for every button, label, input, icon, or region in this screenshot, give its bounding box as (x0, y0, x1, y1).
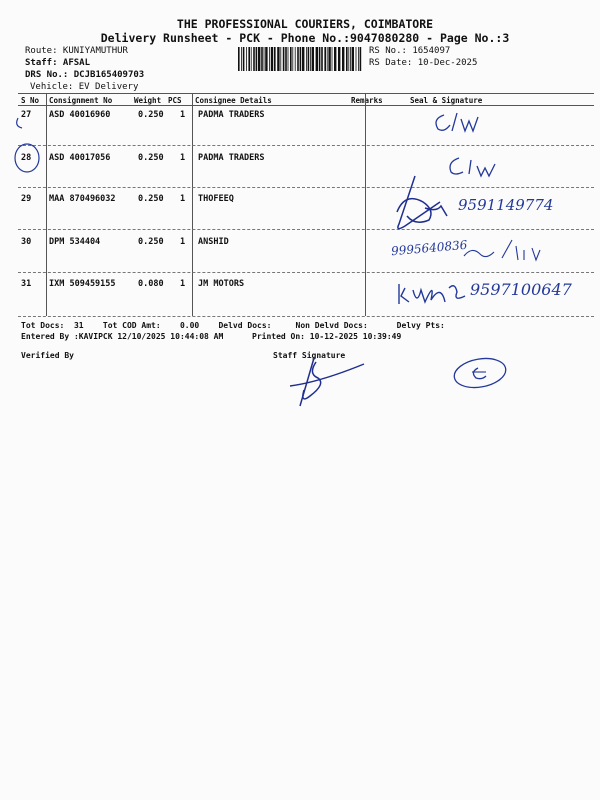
table-top-border (18, 93, 594, 94)
company-name: THE PROFESSIONAL COURIERS, COIMBATORE (176, 17, 434, 31)
row-s-no: 30 (21, 237, 32, 247)
row-consignment-no: IXM 509459155 (49, 279, 116, 289)
drs-number: DRS No.: DCJB165409703 (25, 70, 145, 80)
row-pcs: 1 (180, 110, 186, 120)
table-header-border (18, 105, 594, 106)
col-header-weight: Weight (134, 96, 162, 105)
row-s-no: 29 (21, 194, 32, 204)
row-s-no: 28 (21, 153, 32, 163)
staff-signature-scribble-icon (280, 356, 370, 410)
grid-line (192, 93, 193, 316)
barcode-image (238, 47, 362, 71)
row-consignee: ANSHID (198, 237, 229, 247)
row-weight: 0.250 (138, 237, 164, 247)
row-s-no: 27 (21, 110, 32, 120)
vehicle-label: Vehicle: EV Delivery (30, 82, 139, 92)
col-header-consignee: Consignee Details (195, 96, 272, 105)
row-consignee: PADMA TRADERS (198, 153, 265, 163)
row-consignee: THOFEEQ (198, 194, 234, 204)
row-divider (18, 187, 594, 188)
row-consignee: PADMA TRADERS (198, 110, 265, 120)
row-weight: 0.250 (138, 110, 164, 120)
row-consignment-no: ASD 40016960 (49, 110, 111, 120)
row-weight: 0.250 (138, 194, 164, 204)
entered-by: Entered By :KAVIPCK 12/10/2025 10:44:08 AM (21, 332, 224, 341)
printed-on: Printed On: 10-12-2025 10:39:49 (252, 332, 402, 341)
totals-line: Tot Docs: 31 Tot COD Amt: 0.00 Delvd Docs: Non Delvd Docs: Delvy Pts: (21, 321, 445, 330)
staff-label: Staff: AFSAL (25, 58, 91, 68)
route-label: Route: KUNIYAMUTHUR (25, 46, 128, 56)
row-consignment-no: DPM 534404 (49, 237, 101, 247)
row-divider (18, 272, 594, 273)
signature-scribble-icon (395, 278, 470, 308)
row-consignee: JM MOTORS (198, 279, 245, 289)
signature-scribble-icon (462, 236, 552, 266)
handwritten-phone: 9597100647 (470, 280, 572, 299)
row-weight: 0.080 (138, 279, 164, 289)
runsheet-title: Delivery Runsheet - PCK - Phone No.:9047080280 - Page No.:3 (100, 31, 510, 45)
col-header-s-no: S No (21, 96, 40, 105)
row-consignment-no: MAA 870496032 (49, 194, 116, 204)
row-s-no: 31 (21, 279, 32, 289)
grid-line (365, 93, 366, 316)
row-weight: 0.250 (138, 153, 164, 163)
row-pcs: 1 (180, 237, 186, 247)
row-divider (18, 145, 594, 146)
col-header-consignment: Consignment No (49, 96, 113, 105)
verified-by-label: Verified By (21, 351, 74, 360)
staff-signature-label: Staff Signature (273, 351, 346, 360)
circle-mark-icon (10, 100, 50, 180)
col-header-pcs: PCS (168, 96, 182, 105)
col-header-signature: Seal & Signature (410, 96, 483, 105)
row-pcs: 1 (180, 194, 186, 204)
row-pcs: 1 (180, 279, 186, 289)
row-pcs: 1 (180, 153, 186, 163)
table-bottom-border (18, 316, 594, 317)
seal-scribble-icon (450, 354, 514, 390)
handwritten-phone: 9591149774 (458, 196, 554, 214)
row-consignment-no: ASD 40017056 (49, 153, 111, 163)
signature-scribble-icon (430, 105, 490, 140)
row-divider (18, 229, 594, 230)
handwritten-phone: 9995640836 (390, 237, 468, 259)
rs-number: RS No.: 1654097 (369, 46, 451, 56)
signature-scribble-icon (385, 172, 465, 234)
rs-date: RS Date: 10-Dec-2025 (369, 58, 478, 68)
col-header-remarks: Remarks (351, 96, 383, 105)
